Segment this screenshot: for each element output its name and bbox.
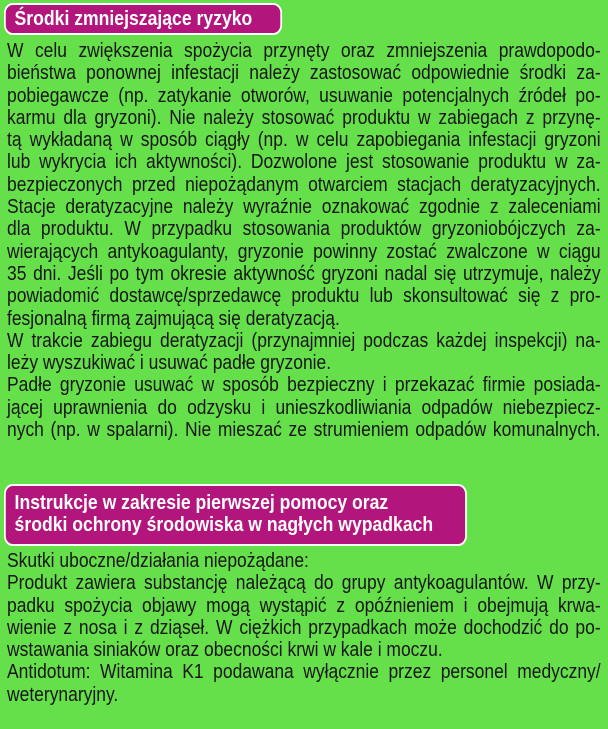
text-line: Antidotum: Witamina K1 podawana wyłącznie przez personel medyczny/ — [7, 661, 601, 684]
text-line: wierających antykoagulanty, gryzonie powinny zostać zwalczone w ciągu — [7, 240, 601, 263]
text-line: lub wykrycia ich aktywności). Dozwolone jest stosowanie produktu w za- — [7, 151, 601, 174]
text-line: tą wykładaną w sposób ciągły (np. w celu zapobiegania infestacji gryzoni — [7, 129, 601, 152]
section-title-text: Środki zmniejszające ryzyko — [14, 8, 253, 30]
text-line: bieństwa ponownej infestacji należy zastosować odpowiednie środki za- — [7, 62, 601, 85]
text-line: bezpieczonych przed niepożądanym otwarciem stacjach deratyzacyjnych. — [7, 173, 601, 196]
text-line: W trakcie zabiegu deratyzacji (przynajmniej podczas każdej inspekcji) na- — [7, 329, 601, 352]
text-line: dla produktu. W przypadku stosowania produktów gryzoniobójczych za- — [7, 218, 601, 241]
text-line: W celu zwiększenia spożycia przynęty oraz zmniejszenia prawdopodo- — [7, 40, 601, 62]
text-line: Skutki uboczne/działania niepożądane: — [7, 550, 309, 572]
text-line: wienie z nosa i z dziąseł. W ciężkich przypadkach może dochodzić do po- — [7, 616, 601, 639]
text-line: jącej uprawnienia do odzysku i unieszkodliwiania odpadów niebezpiecz- — [7, 396, 601, 419]
text-line: 35 dni. Jeśli po tym okresie aktywność gryzoni nadal się utrzymuje, należy — [7, 262, 601, 285]
text-line: karmu dla gryzoni). Nie należy stosować produktu w zabiegach z przynę- — [7, 106, 601, 129]
section-title-line-2: środki ochrony środowiska w nagłych wypadkach — [14, 514, 434, 536]
risk-mitigation-text — [7, 40, 601, 441]
text-line: powiadomić dostawcę/sprzedawcę produktu lub skonsultować się z pro- — [7, 285, 601, 308]
text-line: weterynaryjny. — [7, 683, 119, 706]
text-line: nych (np. w spalarni). Nie mieszać ze strumieniem odpadów komunalnych. — [7, 419, 601, 442]
section-title-line-1: Instrukcje w zakresie pierwszej pomocy oraz — [14, 492, 389, 514]
text-line: Padłe gryzonie usuwać w sposób bezpieczny i przekazać firmie posiada- — [7, 374, 601, 397]
text-line: Stacje deratyzacyjne należy wyraźnie oznakować zgodnie z zaleceniami — [7, 196, 601, 219]
text-line: pobiegawcze (np. zatykanie otworów, usuwanie potencjalnych źródeł po- — [7, 84, 601, 107]
first-aid-text — [7, 550, 601, 706]
text-line: leży wyszukiwać i usuwać padłe gryzonie. — [7, 352, 332, 375]
section-title-risk-mitigation — [4, 3, 282, 35]
text-line: fesjonalną firmą zajmującą się deratyzacją. — [7, 307, 340, 330]
text-line: padku spożycia objawy mogą wystąpić z opóźnieniem i obejmują krwa- — [7, 594, 601, 617]
text-line: Produkt zawiera substancję należącą do grupy antykoagulantów. W przy- — [7, 572, 601, 595]
text-line: wstawania siniaków oraz obecności krwi w kale i moczu. — [7, 639, 443, 662]
section-title-first-aid — [4, 484, 467, 546]
